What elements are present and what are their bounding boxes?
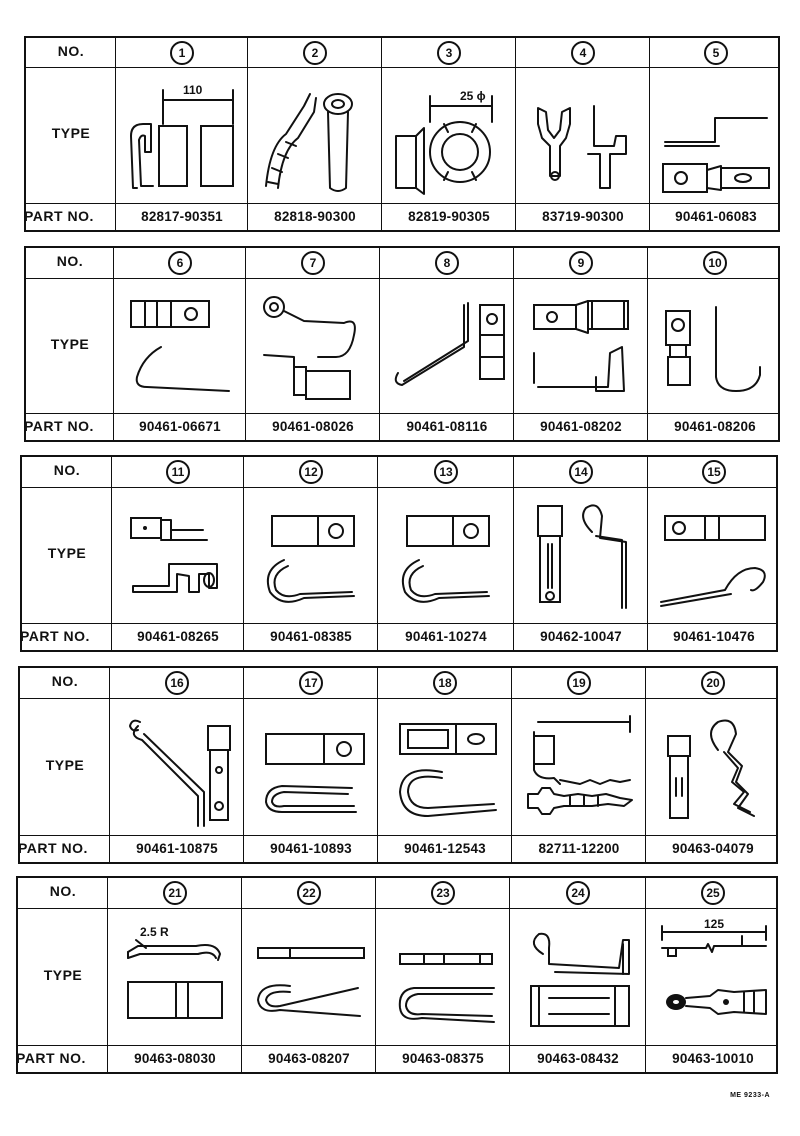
item-number: 7 (301, 251, 325, 275)
item-number: 10 (703, 251, 727, 275)
clip-110-icon (123, 76, 241, 196)
part-number: 90461-10476 (673, 629, 755, 644)
part-no-label: PART NO. (20, 628, 90, 644)
item-number: 13 (434, 460, 458, 484)
column-divider (243, 457, 244, 650)
item-number: 21 (163, 881, 187, 905)
item-number: 19 (567, 671, 591, 695)
row-divider (22, 623, 776, 624)
part-number: 90461-06671 (139, 419, 221, 434)
bracket-clamp-icon (522, 287, 640, 407)
strap-u-icon (384, 918, 502, 1038)
svg-text:110: 110 (183, 83, 203, 97)
part-number: 83719-90300 (542, 209, 624, 224)
part-number: 90463-10010 (672, 1051, 754, 1066)
part-number: 90463-08375 (402, 1051, 484, 1066)
parts-table-1 (24, 36, 780, 232)
no-label: NO. (56, 253, 84, 269)
bent-clamp-icon (119, 496, 237, 616)
parts-table-3 (20, 455, 778, 652)
column-divider (647, 248, 648, 440)
column-divider (647, 457, 648, 650)
band-clip-icon (520, 708, 638, 828)
part-number: 90461-10875 (136, 841, 218, 856)
item-number: 11 (166, 460, 190, 484)
no-label: NO. (51, 673, 79, 689)
long-hook-clamp-icon (655, 496, 773, 616)
part-no-label: PART NO. (18, 840, 88, 856)
item-number: 14 (569, 460, 593, 484)
column-divider (513, 248, 514, 440)
parts-table-5 (16, 876, 778, 1074)
j-hook-clamp-icon (656, 287, 774, 407)
ring-clip-icon (390, 76, 508, 196)
grommet-clip-icon (256, 76, 374, 196)
part-number: 90461-10893 (270, 841, 352, 856)
item-number: 12 (299, 460, 323, 484)
item-number: 1 (170, 41, 194, 65)
parts-table-2 (24, 246, 780, 442)
fork-clip-icon (524, 76, 642, 196)
part-no-label: PART NO. (16, 1050, 86, 1066)
part-number: 82711-12200 (538, 841, 620, 856)
strap-loop-icon (250, 918, 368, 1038)
svg-text:2.5 R: 2.5 R (140, 924, 169, 939)
type-label: TYPE (51, 125, 91, 141)
type-label: TYPE (43, 966, 83, 983)
part-number: 90461-08202 (540, 419, 622, 434)
diagonal-clamp-icon (118, 708, 236, 828)
part-number: 90463-08432 (537, 1051, 619, 1066)
svg-text:25 ϕ: 25 ϕ (460, 89, 486, 103)
item-number: 23 (431, 881, 455, 905)
row-divider (18, 908, 776, 909)
no-label: NO. (53, 462, 81, 478)
part-number: 90463-04079 (672, 841, 754, 856)
row-divider (20, 835, 776, 836)
part-number: 90463-08030 (134, 1051, 216, 1066)
item-number: 17 (299, 671, 323, 695)
type-label: TYPE (45, 756, 85, 773)
item-number: 3 (437, 41, 461, 65)
column-divider (377, 457, 378, 650)
svg-text:125: 125 (704, 917, 725, 931)
no-label: NO. (57, 43, 85, 59)
item-number: 16 (165, 671, 189, 695)
row-divider (22, 487, 776, 488)
part-number: 82818-90300 (274, 209, 356, 224)
tie-band-icon (654, 918, 772, 1038)
item-number: 15 (702, 460, 726, 484)
part-number: 90461-08116 (406, 419, 488, 434)
row-divider (26, 278, 778, 279)
radius-clip-icon (116, 918, 234, 1038)
no-label: NO. (49, 883, 77, 899)
part-number: 90461-08265 (137, 629, 219, 644)
row-divider (26, 413, 778, 414)
part-number: 90461-10274 (405, 629, 487, 644)
figure-code: ME 9233-A (730, 1092, 770, 1099)
part-no-label: PART NO. (24, 418, 94, 434)
loop-clamp-icon (387, 496, 505, 616)
p-clamp-icon (386, 708, 504, 828)
item-number: 22 (297, 881, 321, 905)
item-number: 9 (569, 251, 593, 275)
part-number: 90461-08385 (270, 629, 352, 644)
loop-clamp-icon (252, 496, 370, 616)
item-number: 8 (435, 251, 459, 275)
type-label: TYPE (47, 545, 87, 561)
item-number: 24 (566, 881, 590, 905)
type-label: TYPE (50, 335, 90, 352)
part-number: 82817-90351 (141, 209, 223, 224)
parts-table-4 (18, 666, 778, 864)
item-number: 2 (303, 41, 327, 65)
u-clamp-icon (252, 708, 370, 828)
frame-clip-icon (519, 918, 637, 1038)
item-number: 5 (704, 41, 728, 65)
wire-clamp-icon (388, 287, 506, 407)
item-number: 18 (433, 671, 457, 695)
part-number: 90461-06083 (675, 209, 757, 224)
item-number: 25 (701, 881, 725, 905)
part-number: 90461-08206 (674, 419, 756, 434)
spring-clip-icon (654, 708, 772, 828)
column-divider (513, 457, 514, 650)
part-number: 90463-08207 (268, 1051, 350, 1066)
part-number: 90461-12543 (404, 841, 486, 856)
item-number: 4 (571, 41, 595, 65)
column-divider (379, 248, 380, 440)
row-divider (20, 698, 776, 699)
column-divider (245, 248, 246, 440)
row-divider (18, 1045, 776, 1046)
item-number: 6 (168, 251, 192, 275)
row-divider (26, 67, 778, 68)
part-number: 90462-10047 (540, 629, 622, 644)
flat-clamp-icon (657, 76, 775, 196)
slot-clamp-icon (522, 496, 640, 616)
part-number: 82819-90305 (408, 209, 490, 224)
s-hook-clamp-icon (254, 287, 372, 407)
item-number: 20 (701, 671, 725, 695)
hook-clamp-icon (121, 287, 239, 407)
part-no-label: PART NO. (24, 208, 94, 224)
part-number: 90461-08026 (272, 419, 354, 434)
row-divider (26, 203, 778, 204)
